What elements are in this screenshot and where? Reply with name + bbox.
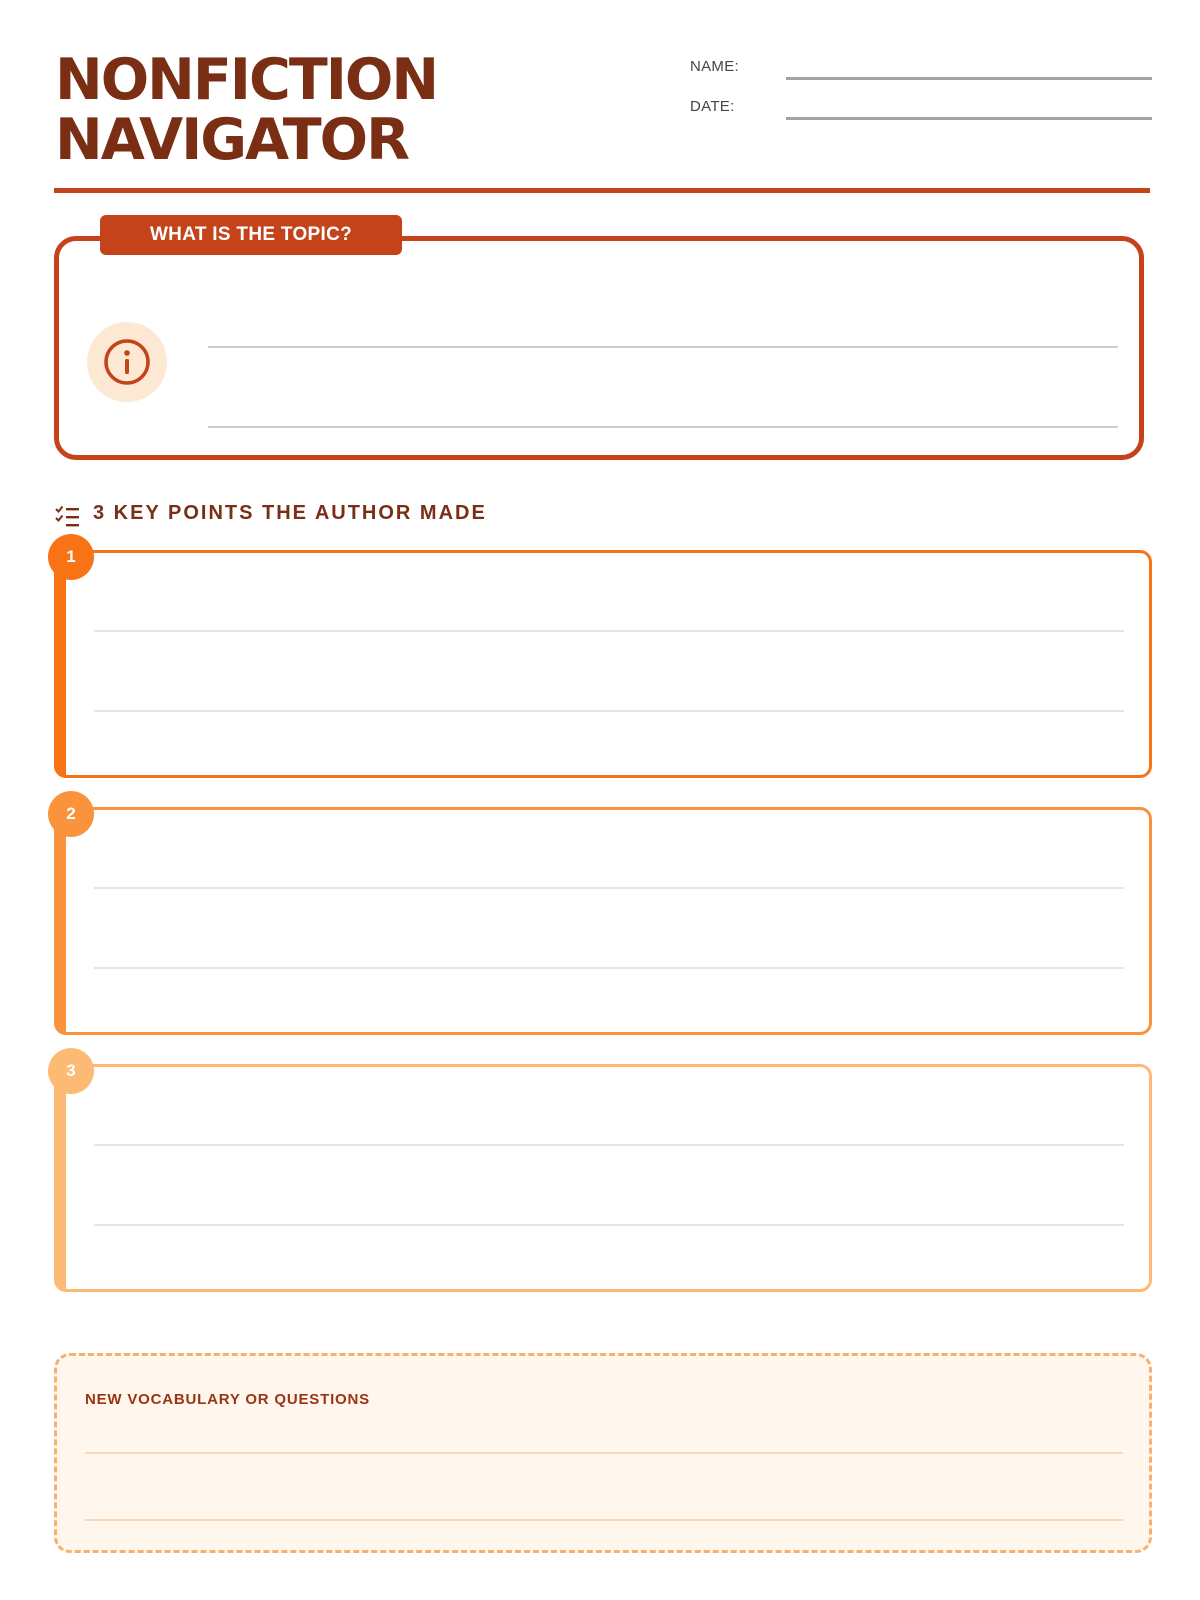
key-point-3-line-1[interactable] <box>94 1144 1124 1146</box>
topic-answer-line-1[interactable] <box>208 346 1118 348</box>
key-point-2-line-2[interactable] <box>94 967 1124 969</box>
key-point-number-1: 1 <box>48 534 94 580</box>
key-point-card-3 <box>54 1064 1152 1292</box>
key-point-1-line-1[interactable] <box>94 630 1124 632</box>
vocabulary-line-1[interactable] <box>85 1452 1123 1454</box>
topic-answer-line-2[interactable] <box>208 426 1118 428</box>
key-point-number-3: 3 <box>48 1048 94 1094</box>
key-point-3-line-2[interactable] <box>94 1224 1124 1226</box>
vocabulary-line-2[interactable] <box>85 1519 1123 1521</box>
header-divider <box>54 188 1150 193</box>
key-point-card-2 <box>54 807 1152 1035</box>
key-point-1-line-2[interactable] <box>94 710 1124 712</box>
key-point-number-2: 2 <box>48 791 94 837</box>
date-field[interactable] <box>786 117 1152 120</box>
title-line-1: NONFICTION <box>55 47 438 113</box>
title-line-2: NAVIGATOR <box>55 107 408 173</box>
key-points-heading: 3 KEY POINTS THE AUTHOR MADE <box>93 502 487 524</box>
page-title <box>55 47 438 173</box>
date-label: DATE: <box>690 98 735 115</box>
name-field[interactable] <box>786 77 1152 80</box>
info-icon <box>87 322 167 402</box>
topic-label: WHAT IS THE TOPIC? <box>100 215 402 255</box>
name-label: NAME: <box>690 58 740 75</box>
key-point-2-line-1[interactable] <box>94 887 1124 889</box>
checklist-icon <box>55 505 81 527</box>
vocabulary-label: NEW VOCABULARY OR QUESTIONS <box>85 1391 370 1408</box>
key-point-card-1 <box>54 550 1152 778</box>
